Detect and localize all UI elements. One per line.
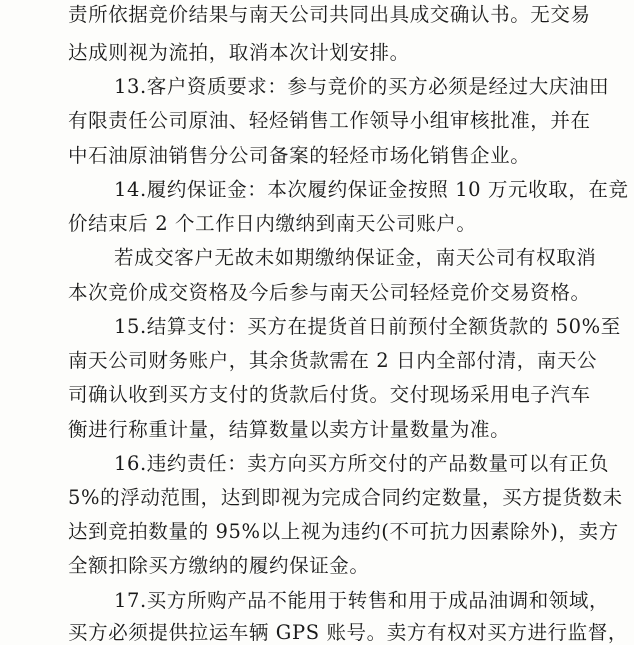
text-line-5: 中石油原油销售分公司备案的轻烃市场化销售企业。 [68,144,531,167]
clause-16-heading: 16.违约责任：卖方向买方所交付的产品数量可以有正负 [114,452,610,475]
text-line-8: 若成交客户无故未如期缴纳保证金，南天公司有权取消 [114,246,597,269]
text-line-19: 买方必须提供拉运车辆 GPS 账号。卖方有权对买方进行监督， [68,621,628,644]
text-line-15: 5%的浮动范围，达到即视为完成合同约定数量，买方提货数未 [68,486,623,509]
text-line-13: 衡进行称重计量，结算数量以卖方计量数量为准。 [68,418,511,441]
text-line-16: 达到竞拍数量的 95%以上视为违约(不可抗力因素除外)，卖方 [68,520,619,543]
text-line-9: 本次竞价成交资格及今后参与南天公司轻烃竞价交易资格。 [68,281,591,304]
text-line-2: 达成则视为流拍，取消本次计划安排。 [68,41,410,64]
text-line-17: 全额扣除买方缴纳的履约保证金。 [68,554,370,577]
clause-15-heading: 15.结算支付：买方在提货首日前预付全额货款的 50%至 [114,315,621,338]
clause-14-heading: 14.履约保证金：本次履约保证金按照 10 万元收取，在竞 [114,178,629,201]
text-line-7: 价结束后 2 个工作日内缴纳到南天公司账户。 [68,212,477,235]
clause-13-heading: 13.客户资质要求：参与竞价的买方必须是经过大庆油田 [114,75,610,98]
clause-17-heading: 17.买方所购产品不能用于转售和用于成品油调和领域， [114,589,610,612]
text-line-11: 南天公司财务账户，其余货款需在 2 日内全部付清，南天公 [68,349,598,372]
text-line-4: 有限责任公司原油、轻烃销售工作领导小组审核批准，并在 [68,109,591,132]
text-line-1: 责所依据竞价结果与南天公司共同出具成交确认书。无交易 [68,3,591,26]
text-line-12: 司确认收到买方支付的货款后付货。交付现场采用电子汽车 [68,383,591,406]
